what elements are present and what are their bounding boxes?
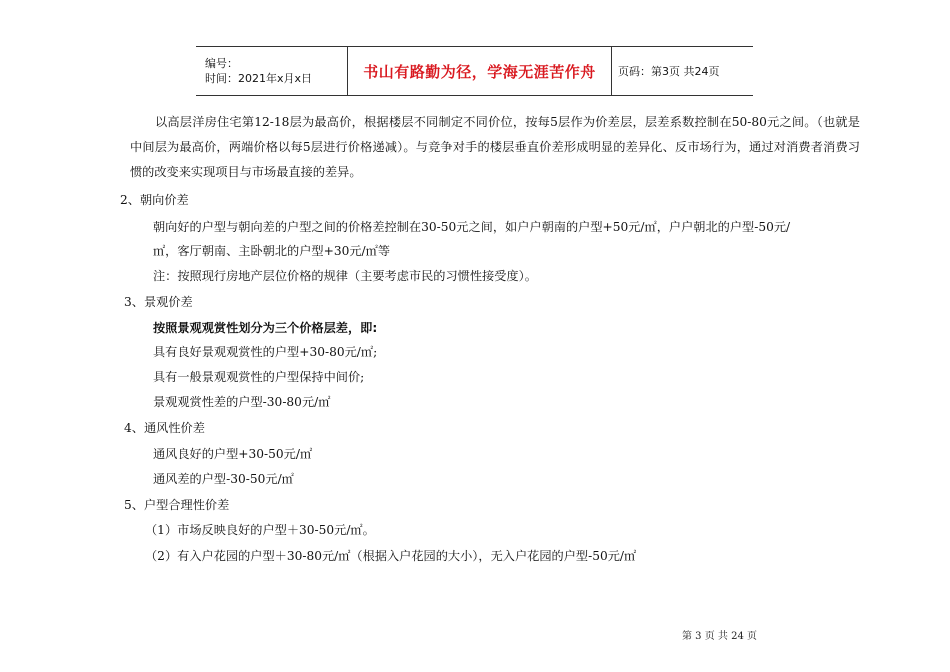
view-line-3: 景观观赏性差的户型-30-80元/㎡ [153, 395, 331, 409]
orientation-note: 注：按照现行房地产层位价格的规律（主要考虑市民的习惯性接受度）。 [153, 269, 537, 283]
section-title-orientation: 2、朝向价差 [120, 193, 189, 207]
number-label: 编号： [205, 57, 238, 70]
section-title-layout: 5、户型合理性价差 [124, 498, 230, 512]
orientation-line-2: ㎡，客厅朝南、主卧朝北的户型+30元/㎡等 [153, 244, 391, 258]
header-info [196, 47, 348, 95]
paragraph-floor-pricing: 以高层洋房住宅第12-18层为最高价，根据楼层不同制定不同价位，按每5层作为价差层，层差系数控制在50-80元之间。（也就是中间层为最高价，两端价格以每5层进行价格递减）。与竞争对手的楼层垂直价差形成明显的差异化、反市场行为，通过对消费者消费习惯的改变来实现项目与市场最直接的差异。 [130, 115, 860, 179]
time-label: 时间：2021年x月x日 [205, 72, 313, 85]
layout-line-2: （2）有入户花园的户型＋30-80元/㎡（根据入户花园的大小），无入户花园的户型-50元/㎡ [145, 549, 637, 563]
header-page-code: 页码：第3页 共24页 [618, 65, 720, 78]
view-line-1: 具有良好景观观赏性的户型+30-80元/㎡; [153, 345, 378, 359]
view-line-2: 具有一般景观观赏性的户型保持中间价; [153, 370, 365, 384]
page-header [196, 46, 753, 96]
page-footer: 第 3 页 共 24 页 [682, 631, 757, 642]
section-title-view: 3、景观价差 [124, 295, 193, 309]
section-title-ventilation: 4、通风性价差 [124, 421, 205, 435]
orientation-line-1: 朝向好的户型与朝向差的户型之间的价格差控制在30-50元之间，如户户朝南的户型+50元/㎡，户户朝北的户型-50元/ [153, 220, 791, 234]
ventilation-line-2: 通风差的户型-30-50元/㎡ [153, 472, 294, 486]
ventilation-line-1: 通风良好的户型+30-50元/㎡ [153, 447, 313, 461]
view-intro: 按照景观观赏性划分为三个价格层差，即: [153, 321, 378, 335]
layout-line-1: （1）市场反映良好的户型＋30-50元/㎡。 [145, 523, 375, 537]
header-slogan: 书山有路勤为径，学海无涯苦作舟 [348, 47, 612, 95]
